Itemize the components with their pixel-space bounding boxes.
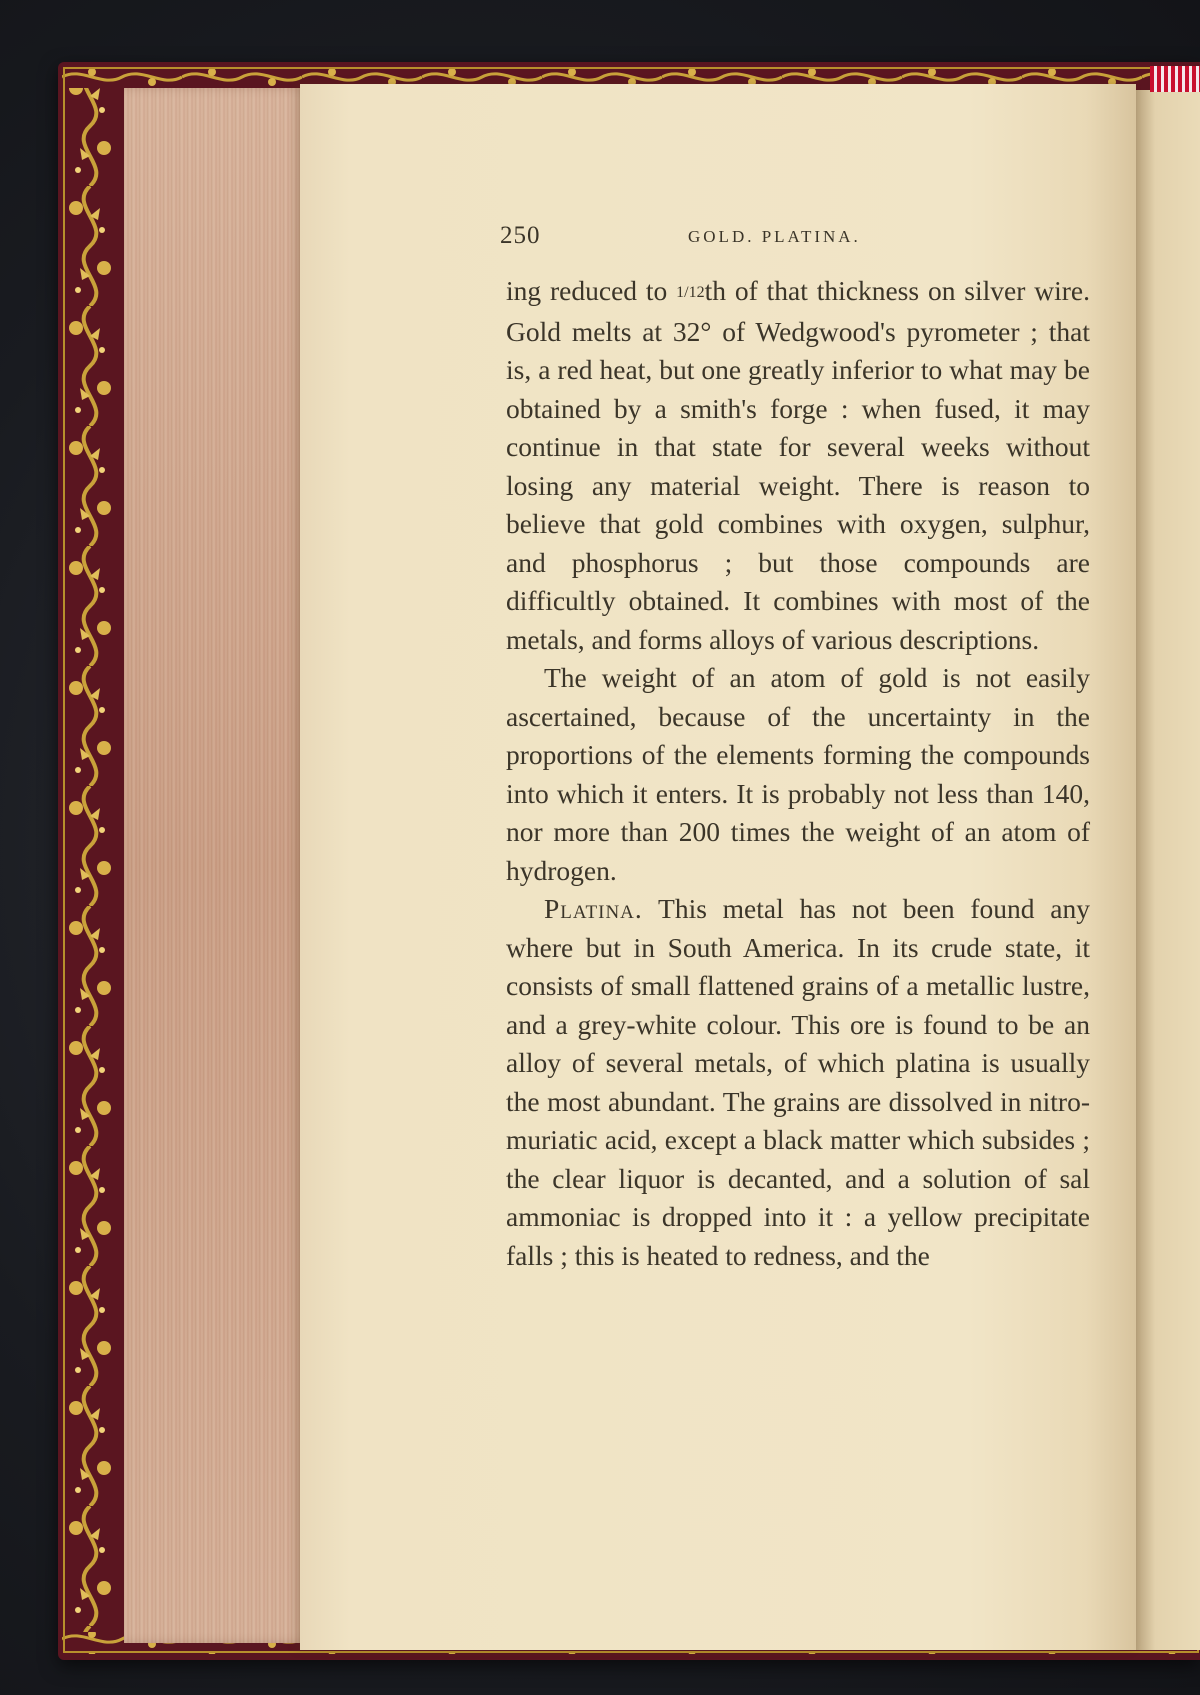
running-head [500,222,1100,262]
body-text [506,272,1090,1275]
paragraph-text: th of that thickness on silver wire. Gold melts at 32° of Wedgwood's pyrometer ; that is, a red heat, but one greatly inferior to what may be obtained by a smith's forge : when fused, it may continue in that state for several weeks without losing any material weight. There is reason to believe that gold combines with oxygen, sulphur, and phosphorus ; but those compounds are difficultly obtained. It combines with most of the metals, and forms alloys of various descriptions. [506,275,1091,655]
paragraph-text: The weight of an atom of gold is not easily ascertained, because of the uncertainty in the proportions of the elements forming the compounds into which it enters. It is probably not less than 140, nor more than 200 times the weight of an atom of hydrogen. [506,662,1090,886]
paragraph-atom-weight [506,659,1090,890]
section-lead-platina: Platina. [544,893,643,924]
facing-page-edge [1136,90,1200,1650]
paragraph-text: ing reduced to [506,275,677,306]
page-number: 250 [500,222,541,249]
ribbon-bookmark [1150,66,1200,92]
paragraph-platina [506,890,1090,1275]
paragraph-gold-properties [506,272,1090,659]
fraction-one-twelfth: 1/12 [676,284,705,301]
running-title: GOLD. PLATINA. [688,227,861,246]
paragraph-text: This metal has not been found any where but in South America. In its crude state, it consists of small flattened grains of a metallic lustre, and a grey-white colour. This ore is found to be an alloy of several metals, of which platina is usually the most abundant. The grains are dissolved in nitro-muriatic acid, except a black matter which subsides ; the clear liquor is decanted, and a solution of sal ammoniac is dropped into it : a yellow precipitate falls ; this is heated to redness, and the [506,893,1090,1271]
